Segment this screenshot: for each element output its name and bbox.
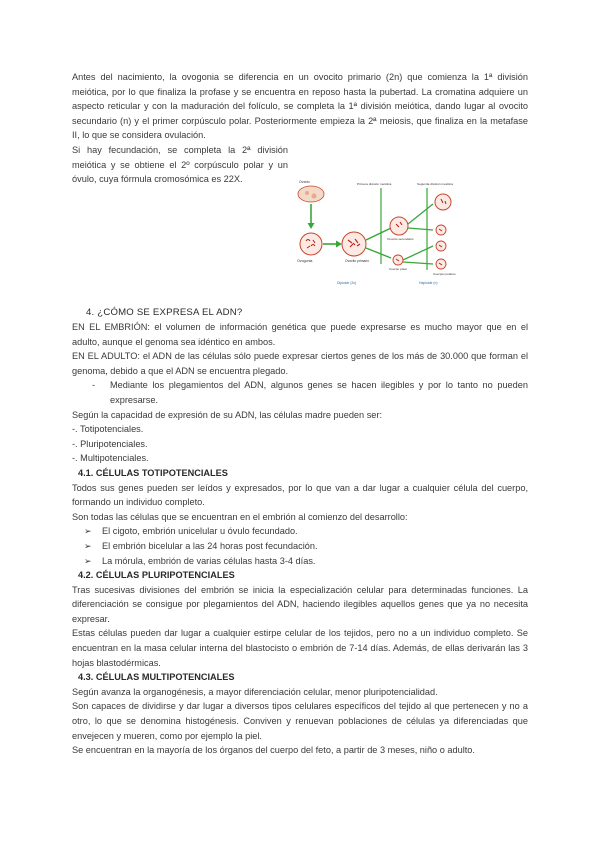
section-4-3-paragraph-2: Son capaces de dividirse y dar lugar a diversos tipos celulares específicos del tejido al que pertenecen y no a otro, lo que se denomina histogénesis. Conviven y renuevan poblaciones de células ya diferenciadas que envejecen y mueren, como por ejemplo la piel. <box>72 701 528 741</box>
section-4-embrion-paragraph: EN EL EMBRIÓN: el volumen de información genética que puede expresarse es mucho mayor que en el adulto, aunque el genoma sea idéntico en ambos. <box>72 322 528 347</box>
ovary-icon <box>298 186 324 202</box>
arrow-to-polar-1 <box>408 228 433 230</box>
label-primera-division: Primera división meiótica <box>357 182 392 186</box>
section-4-body <box>72 320 528 758</box>
label-ovogonia: Ovogonia <box>297 259 313 263</box>
arrowhead-right-1 <box>336 241 342 248</box>
label-ovocito-primario: Ovocito primario <box>345 259 370 263</box>
polar-body-final-3 <box>436 259 446 269</box>
section-4-1-paragraph-2: Son todas las células que se encuentran en el embrión al comienzo del desarrollo: <box>72 511 408 522</box>
arrow-to-polar-3 <box>403 262 433 264</box>
bullet-text: El embrión bicelular a las 24 horas post fecundación. <box>102 540 318 551</box>
section-4-2-paragraph-1: Tras sucesivas divisiones del embrión se inicia la especialización celular para determinadas funciones. La diferenciación se consigue por plegamientos del ADN, haciendo ilegibles aquellos genes que ya no necesita expresar. <box>72 584 528 624</box>
section-4-capacity-paragraph: Según la capacidad de expresión de su ADN, las células madre pueden ser: <box>72 409 383 420</box>
polar-body-final-2 <box>436 241 446 251</box>
arrowhead-down <box>308 223 315 229</box>
label-haploide: Haploide (n) <box>419 281 438 285</box>
arrow-to-ovum <box>408 204 433 224</box>
polar-body-final-1 <box>436 225 446 235</box>
bullet-item-cigoto <box>72 524 528 539</box>
ovum-cell <box>435 194 451 210</box>
section-4-title: 4. ¿CÓMO SE EXPRESA EL ADN? <box>86 307 243 318</box>
secondary-oocyte-cell <box>390 217 408 235</box>
section-4-adulto-paragraph: EN EL ADULTO: el ADN de las células sólo puede expresar ciertos genes de los más de 30.000 que forman el genoma, debido a que el ADN se encuentra plegado. <box>72 351 528 376</box>
ovogonia-cell <box>300 233 322 255</box>
intro-block <box>72 70 528 187</box>
section-4-3-paragraph-1: Según avanza la organogénesis, a mayor diferenciación celular, menor pluripotencialidad. <box>72 686 438 697</box>
dash-list-item-text: Mediante los plegamientos del ADN, algunos genes se hacen ilegibles y por lo tanto no pueden expresarse. <box>110 380 528 405</box>
label-ovocito-secundario: Ovocito secundario <box>387 237 414 241</box>
section-4-1-title: 4.1. CÉLULAS TOTIPOTENCIALES <box>78 467 228 478</box>
section-4-2-paragraph-2: Estas células pueden dar lugar a cualquier estirpe celular de los tejidos, pero no a un individuo completo. Se encuentran en la masa celular interna del blastocisto o embrión de 7-14 días. Además, de ellas derivarán las 3 hojas blastodérmicas. <box>72 628 528 668</box>
section-4-1-bullet-list <box>72 524 528 568</box>
section-4-dash-list <box>72 378 528 407</box>
bullet-item-bicelular <box>72 539 528 554</box>
arrow-to-polar-2 <box>403 246 433 260</box>
intro-paragraph-2: Si hay fecundación, se completa la 2ª división meiótica y se obtiene el 2º corpúsculo polar y un óvulo, cuya fórmula cromosómica es 22X. <box>72 144 288 185</box>
type-pluripotenciales: -. Pluripotenciales. <box>72 438 148 449</box>
section-4-1-paragraph-1: Todos sus genes pueden ser leídos y expresados, por lo que van a dar lugar a cualquier célula del cuerpo, formando un individuo completo. <box>72 482 528 508</box>
section-4-2-title: 4.2. CÉLULAS PLURIPOTENCIALES <box>78 570 235 581</box>
section-4-3-paragraph-3: Se encuentran en la mayoría de los órganos del cuerpo del feto, a partir de 3 meses, niño o adulto. <box>72 745 475 756</box>
arrow-bullet-icon: ➢ <box>84 540 92 551</box>
arrow-down-branch <box>366 248 391 258</box>
bullet-text: El cigoto, embrión unicelular u óvulo fecundado. <box>102 526 298 537</box>
polar-body-cell <box>393 255 403 265</box>
label-cuerpos-polares: Cuerpos polares <box>433 272 456 276</box>
bullet-text: La mórula, embrión de varias células hasta 3-4 días. <box>102 555 316 566</box>
primary-oocyte-cell <box>342 232 366 256</box>
type-multipotenciales: -. Multipotenciales. <box>72 453 149 464</box>
label-segunda-division: Segunda división meiótica <box>417 182 453 186</box>
arrow-bullet-icon: ➢ <box>84 526 92 537</box>
dash-list-item <box>72 378 528 407</box>
label-diploide: Diploide (2n) <box>337 281 357 285</box>
intro-paragraph-1: Antes del nacimiento, la ovogonia se diferencia en un ovocito primario (2n) que comienza la 1ª división meiótica, por lo que finaliza la profase y se encuentra en reposo hasta la pubertad. La cromatina adquiere un aspecto reticular y con la maduración del folículo, se completa la 1ª división meiótica, dando lugar al ovocito secundario (n) y el primer corpúsculo polar. Posteriormente empieza la 2ª meiosis, que finaliza en la metafase II, lo que se considera ovulación. <box>72 72 528 141</box>
label-ovario: Ovario <box>299 180 310 184</box>
label-cuerpo-polar: Cuerpo polar <box>389 267 407 271</box>
bullet-item-morula <box>72 554 528 569</box>
section-4-3-title: 4.3. CÉLULAS MULTIPOTENCIALES <box>78 672 235 683</box>
oogenesis-diagram <box>293 174 469 288</box>
type-totipotenciales: -. Totipotenciales. <box>72 424 144 435</box>
arrow-bullet-icon: ➢ <box>84 555 92 566</box>
dash-mark: - <box>92 380 96 391</box>
